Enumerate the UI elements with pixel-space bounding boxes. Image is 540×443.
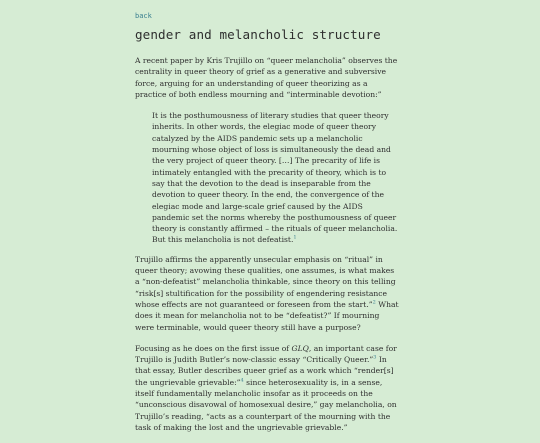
paragraph-2-tail: What does it mean for melancholia not to be “defeatist?” If mourning were terminable, would queer theory still have a purpose? <box>135 299 399 332</box>
footnote-ref-2[interactable]: 2 <box>372 299 376 306</box>
article-body <box>135 55 400 443</box>
quote-text: It is the posthumousness of literary studies that queer theory inherits. In other words, the elegiac mode of queer theory catalyzed by the AIDS pandemic sets up a melancholic mourning whose object of loss is simultaneously the dead and the very project of queer theory. […] The precarity of life is intimately entangled with the precarity of theory, which is to say that the devotion to the dead is inseparable from the devotion to queer theory. In the end, the convergence of the elegiac mode and large-scale grief caused by the AIDS pandemic set the norms whereby the posthumousness of queer theory is constantly affirmed – the rituals of queer melancholia. But this melancholia is not defeatist. <box>152 111 398 245</box>
intro-paragraph: A recent paper by Kris Trujillo on “queer melancholia” observes the centrality in queer theory of grief as a generative and subversive force, arguing for an understanding of queer theorizing as a practice of both endless mourning and “interminable devotion:” <box>135 56 398 99</box>
footnote-ref-4[interactable]: 4 <box>240 377 244 384</box>
footnote-ref-1[interactable]: 1 <box>293 234 297 241</box>
back-link[interactable]: back <box>135 12 152 20</box>
journal-name: GLQ <box>291 343 309 353</box>
block-quote <box>152 110 400 246</box>
paragraph-3-b: , an important case for Trujillo is Judith Butler’s now-classic essay “Critically Queer.” <box>135 343 397 365</box>
paragraph-2 <box>135 254 400 333</box>
paragraph-3 <box>135 343 400 433</box>
page-title: gender and melancholic structure <box>135 27 381 42</box>
paragraph-2-text: Trujillo affirms the apparently unsecular emphasis on “ritual” in queer theory; avowing these qualities, one assumes, is what makes a “non-defeatist” melancholia thinkable, since theory on this telling “risk[s] stultification for the possibility of engendering resistance whose effects are not guaranteed or foreseen from the start.” <box>135 254 396 309</box>
paragraph-3-c: In that essay, Butler describes queer grief as a work which “render[s] the ungrievable grievable:” <box>135 355 394 387</box>
paragraph-3-a: Focusing as he does on the first issue of <box>135 343 292 353</box>
footnote-ref-3[interactable]: 3 <box>373 354 377 361</box>
paragraph-3-d: since heterosexuality is, in a sense, itself fundamentally melancholic insofar as it proceeds on the “unconscious disavowal of homosexual desire,” gay melancholia, on Trujillo’s reading, “acts as a counterpart of the mourning with the task of making the lost and the ungrievable grievable.” <box>135 377 397 432</box>
